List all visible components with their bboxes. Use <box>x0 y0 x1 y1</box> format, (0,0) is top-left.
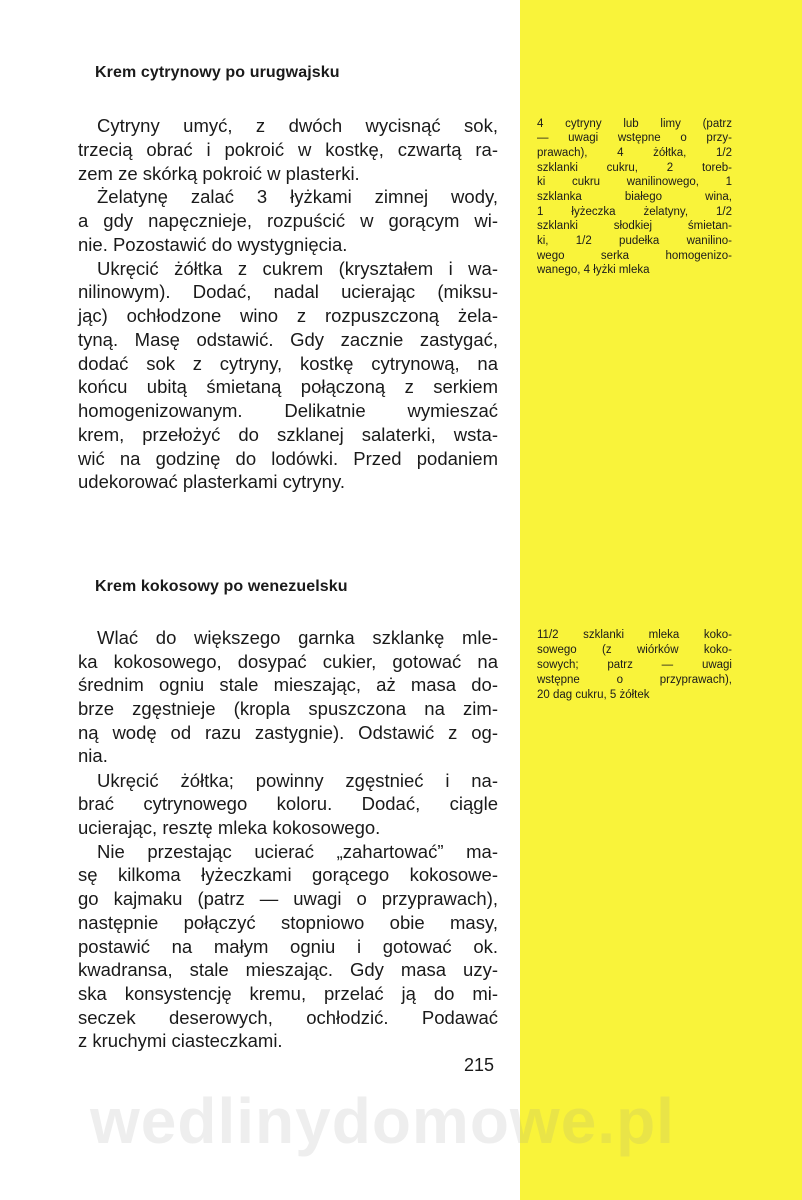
instruction-line: brze zgęstnieje (kropla spuszczona na zim- <box>78 698 498 719</box>
ingredient-line: ki, 1/2 pudełka wanilino- <box>537 235 732 247</box>
instruction-line: ucierając, resztę mleka kokosowego. <box>78 817 381 838</box>
instruction-line: go kajmaku (patrz — uwagi o przyprawach), <box>78 888 498 909</box>
instruction-line: krem, przełożyć do szklanej salaterki, wsta- <box>78 424 498 445</box>
instruction-line: udekorować plasterkami cytryny. <box>78 471 345 492</box>
instruction-line: jąc) ochłodzone wino z rozpuszczoną żela- <box>78 305 498 326</box>
ingredient-line: ki cukru wanilinowego, 1 <box>537 176 732 188</box>
instruction-line: ną wodę od razu zastygnie). Odstawić z og- <box>78 722 498 743</box>
ingredient-line: sowego (z wiórków koko- <box>537 644 732 656</box>
instruction-line: sę kilkoma łyżeczkami gorącego kokosowe- <box>78 864 498 885</box>
instruction-line: kwadransa, stale mieszając. Gdy masa uzy- <box>78 959 498 980</box>
instruction-line: Cytryny umyć, z dwóch wycisnąć sok, <box>97 115 498 136</box>
instruction-line: Wlać do większego garnka szklankę mle- <box>97 627 498 648</box>
ingredient-line: — uwagi wstępne o przy- <box>537 132 732 144</box>
instruction-line: średnim ogniu stale mieszając, aż masa do- <box>78 674 498 695</box>
instruction-line: nia. <box>78 745 108 766</box>
ingredient-line: 4 cytryny lub limy (patrz <box>537 118 732 130</box>
instruction-line: z kruchymi ciasteczkami. <box>78 1030 283 1051</box>
instruction-line: Nie przestając ucierać „zahartować” ma- <box>97 841 498 862</box>
ingredient-line: wstępne o przyprawach), <box>537 674 732 686</box>
ingredient-line: szklanki cukru, 2 toreb- <box>537 162 732 174</box>
recipe-title: Krem cytrynowy po urugwajsku <box>95 64 340 81</box>
ingredient-line: prawach), 4 żółtka, 1/2 <box>537 147 732 159</box>
instruction-line: nilinowym). Dodać, nadal ucierając (miksu- <box>78 281 498 302</box>
instruction-line: trzecią obrać i pokroić w kostkę, czwartą ra- <box>78 139 498 160</box>
ingredient-line: sowych; patrz — uwagi <box>537 659 732 671</box>
instruction-line: zem ze skórką pokroić w plasterki. <box>78 163 360 184</box>
instruction-line: wić na godzinę do lodówki. Przed podaniem <box>78 448 498 469</box>
watermark: wedlinydomowe.pl <box>90 1085 675 1157</box>
ingredient-line: wanego, 4 łyżki mleka <box>537 264 650 276</box>
page-number: 215 <box>464 1055 495 1075</box>
recipe-title: Krem kokosowy po wenezuelsku <box>95 578 348 595</box>
instruction-line: a gdy napęcznieje, rozpuścić w gorącym wi- <box>78 210 498 231</box>
instruction-line: dodać sok z cytryny, kostkę cytrynową, na <box>78 353 498 374</box>
ingredient-line: szklanki słodkiej śmietan- <box>537 220 732 232</box>
instruction-line: Żelatynę zalać 3 łyżkami zimnej wody, <box>97 186 498 207</box>
instruction-line: seczek deserowych, ochłodzić. Podawać <box>78 1007 498 1028</box>
instruction-line: tyną. Masę odstawić. Gdy zacznie zastygać, <box>78 329 498 350</box>
instruction-line: Ukręcić żółtka z cukrem (kryształem i wa- <box>97 258 498 279</box>
ingredient-line: 20 dag cukru, 5 żółtek <box>537 689 650 701</box>
instruction-line: następnie połączyć stopniowo obie masy, <box>78 912 498 933</box>
instruction-line: homogenizowanym. Delikatnie wymieszać <box>78 400 498 421</box>
ingredient-line: szklanka białego wina, <box>537 191 732 203</box>
ingredient-line: 1 łyżeczka żelatyny, 1/2 <box>537 206 732 218</box>
instruction-line: końcu ubitą śmietaną połączoną z serkiem <box>78 376 498 397</box>
instruction-line: ska konsystencję kremu, przelać ją do mi- <box>78 983 498 1004</box>
instruction-line: ka kokosowego, dosypać cukier, gotować na <box>78 651 498 672</box>
ingredient-line: wego serka homogenizo- <box>537 250 732 262</box>
ingredient-line: 11/2 szklanki mleka koko- <box>537 629 732 641</box>
instruction-line: nie. Pozostawić do wystygnięcia. <box>78 234 348 255</box>
instruction-line: Ukręcić żółtka; powinny zgęstnieć i na- <box>97 770 498 791</box>
instruction-line: brać cytrynowego koloru. Dodać, ciągle <box>78 793 498 814</box>
instruction-line: postawić na małym ogniu i gotować ok. <box>78 936 498 957</box>
